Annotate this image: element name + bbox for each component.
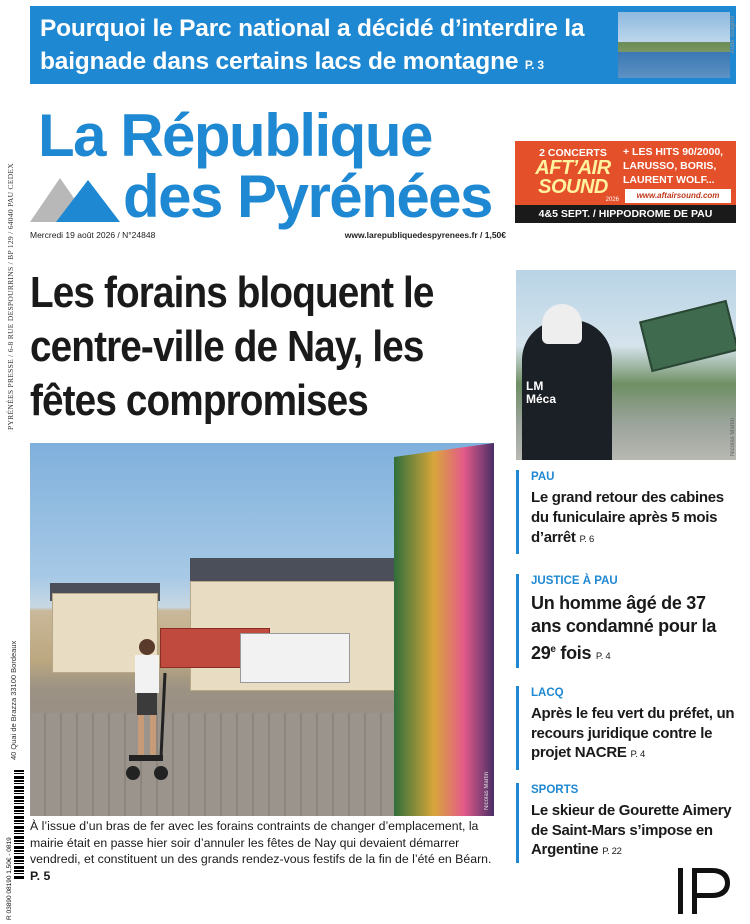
ad-festival-name-line1: AFT’AIR [535, 157, 611, 179]
publisher-info: PYRÉNÉES PRESSE / 6-8 RUE DESPOURRINS / BP 129 / 64040 PAU CEDEX [6, 162, 15, 430]
teaser-banner[interactable] [30, 6, 736, 84]
ad-festival-block [521, 147, 625, 205]
ad-festival-name-line2: SOUND [538, 176, 608, 198]
ad-year: 2026 [605, 197, 619, 203]
funicular-photo[interactable] [516, 270, 736, 460]
story-title: Un homme âgé de 37 ans condamné pour la 29e fois P. 4 [531, 593, 717, 663]
barcode-bars [14, 770, 24, 880]
story-kicker: LACQ [531, 687, 564, 699]
lead-headline[interactable]: Les forains bloquent le centre-ville de Nay, les fêtes compromises [30, 268, 434, 425]
ad-url[interactable]: www.aftairsound.com [625, 189, 731, 203]
banner-headline: Pourquoi le Parc national a décidé d’interdire la baignade dans certains lacs de montagne P. 3 [40, 15, 585, 75]
story-page-ref: P. 22 [602, 846, 622, 857]
issue-date: Mercredi 19 août 2026 / N°24848 [30, 230, 156, 240]
ad-lineup: + LES HITS 90/2000, LARUSSO, BORIS, LAURENT WOLF... [623, 146, 724, 186]
rp-corner-logo-icon [672, 862, 738, 920]
story-page-ref: P. 6 [579, 534, 594, 545]
story-justice[interactable] [516, 574, 736, 668]
masthead-title-line2[interactable]: des Pyrénées [123, 163, 492, 230]
story-title: Le skieur de Gourette Aimery de Saint-Mars s’impose en Argentine P. 22 [531, 802, 732, 858]
mountain-logo-icon [30, 172, 120, 224]
mountain-lake-photo [618, 12, 730, 78]
story-lacq[interactable] [516, 686, 736, 770]
funicular-cabin [639, 300, 736, 372]
person-on-scooter [125, 633, 169, 783]
banner-photo-credit: Aude Scagnol [730, 16, 736, 54]
story-sports[interactable] [516, 783, 736, 863]
story-title: Après le feu vert du préfet, un recours juridique contre le projet NACRE P. 4 [531, 705, 735, 761]
side-photo-credit: Nicolas Martin [730, 417, 736, 456]
ad-concerts-label: 2 CONCERTS [539, 147, 607, 159]
barcode [6, 770, 26, 920]
story-page-ref: P. 4 [595, 651, 611, 662]
story-funicular[interactable] [516, 470, 736, 554]
lead-page-ref: P. 5 [30, 868, 51, 883]
ad-footer: 4&5 SEPT. / HIPPODROME DE PAU [515, 205, 736, 223]
concert-advertisement[interactable] [515, 141, 736, 223]
story-kicker: SPORTS [531, 784, 579, 796]
website-price[interactable]: www.larepubliquedespyrenees.fr / 1,50€ [344, 230, 506, 240]
white-truck [240, 633, 350, 683]
story-kicker: JUSTICE À PAU [531, 575, 618, 587]
printer-address: 40 Quai de Brazza 33100 Bordeaux [9, 640, 18, 760]
barcode-number: R 03890 08190 1,50€ - 0819 [6, 837, 13, 920]
decorated-fair-truck [394, 443, 494, 816]
paved-square [30, 713, 410, 816]
banner-page-ref: P. 3 [524, 58, 544, 72]
masthead-title-line1[interactable]: La République [38, 102, 432, 169]
story-kicker: PAU [531, 471, 555, 483]
lm-meca-logo: LM Méca [526, 379, 557, 406]
hard-hat [542, 304, 582, 344]
story-title: Le grand retour des cabines du funiculaire après 5 mois d’arrêt P. 6 [531, 489, 724, 546]
story-page-ref: P. 4 [630, 749, 645, 760]
lead-photo[interactable] [30, 443, 494, 816]
lead-photo-credit: Nicolas Martin [484, 771, 490, 810]
lead-summary: À l’issue d’un bras de fer avec les forains contraints de changer d’emplacement, la mairie était en passe hier soir d’annuler les fêtes de Nay qui devaient démarrer vendredi, et constituent un des grands rendez-vous festifs de la fin de l’été en Béarn. P. 5 [30, 819, 492, 883]
